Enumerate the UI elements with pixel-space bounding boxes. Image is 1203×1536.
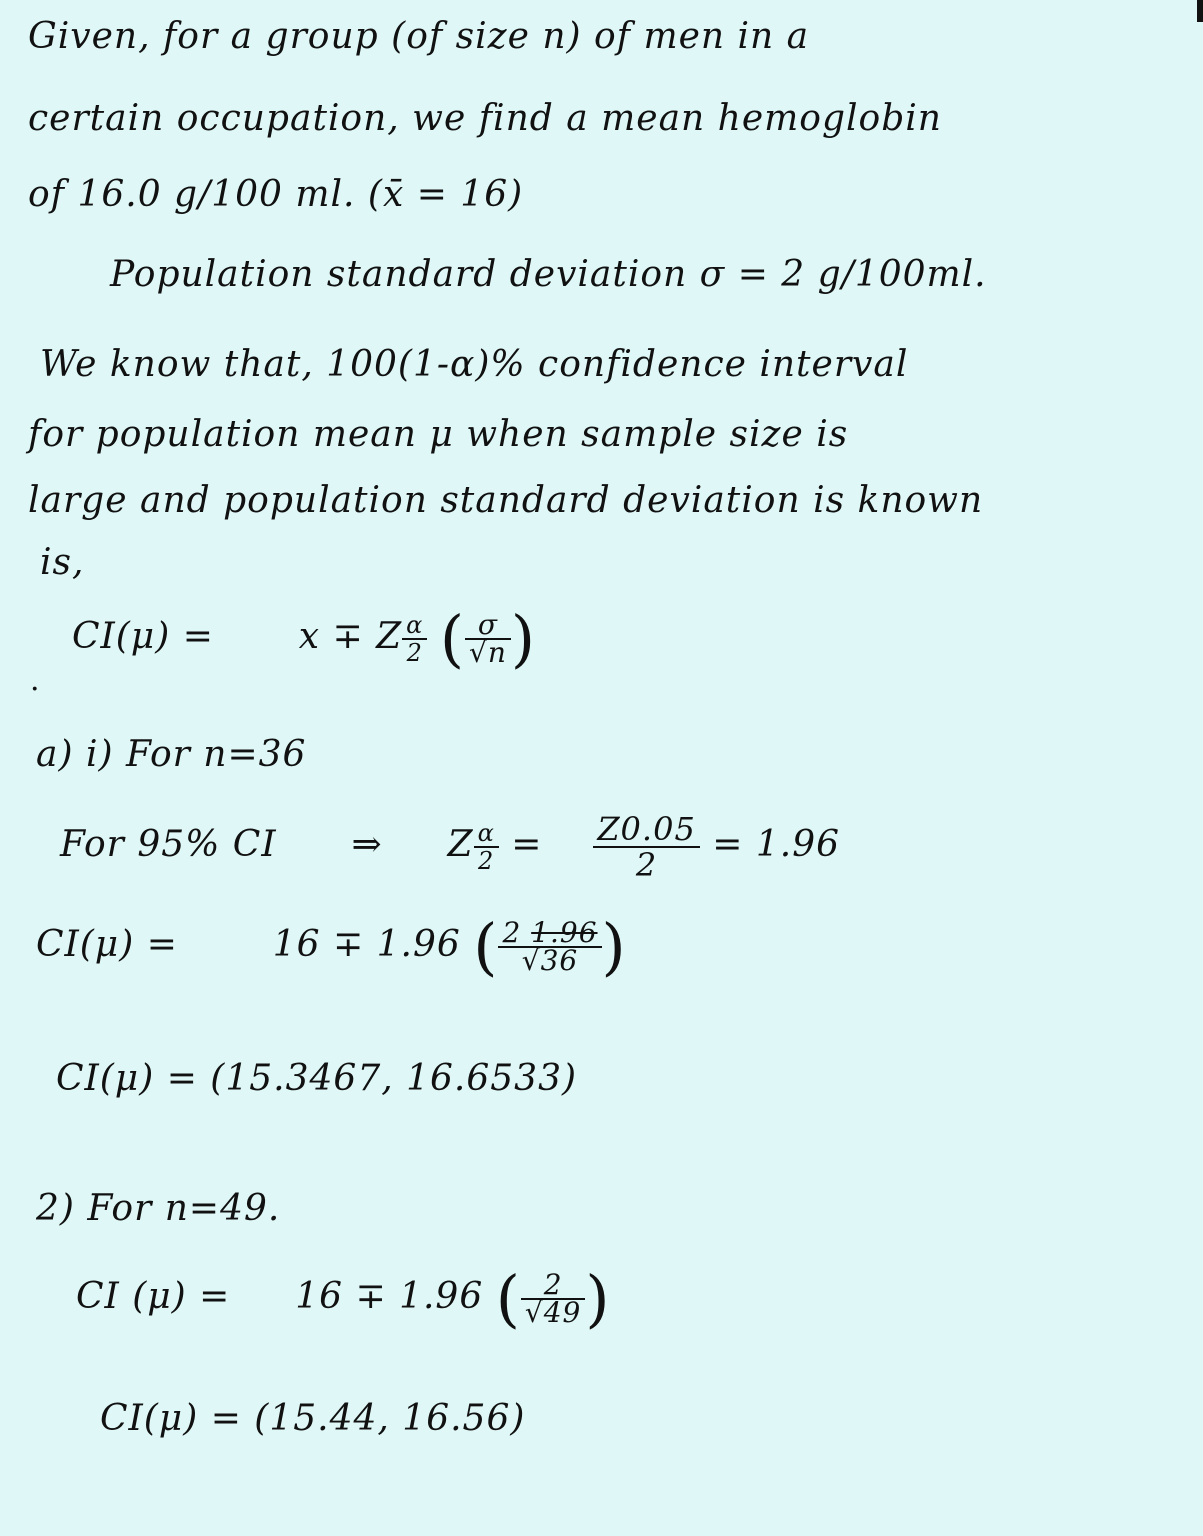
z-alpha-over-2: $\frac{\alpha}{2}$ [474,820,499,874]
stray-dot: · [30,672,40,707]
part-a-heading: a) i) For n=36 [36,734,307,775]
formula-mid: x ∓ Z [298,616,403,657]
sigma-over-root-n: $\frac{\sigma}{√n}$ [465,612,511,666]
theory-line-2: for population mean μ when sample size is [28,414,849,455]
theory-line-1: We know that, 100(1-α)% confidence interval [40,344,909,385]
ci-a-fraction: $\frac{2 1.96}{√36}$ [498,920,601,974]
z-result: = 1.96 [712,824,841,865]
z-value-line: For 95% CI ⇒ Z $\frac{\alpha}{2}$ = $\frac{Z0.05}{2}$ = 1.96 [60,810,841,884]
given-line-3: of 16.0 g/100 ml. (x̄ = 16) [28,174,524,215]
ci-b-result: CI(μ) = (15.44, 16.56) [100,1398,526,1439]
edge-mark [1197,0,1203,22]
ci-b-expression: CI (μ) = 16 ∓ 1.96 ( $\frac{2}{√49}$ ) [76,1262,611,1335]
z-subscript: $\frac{\alpha}{2}$ [402,612,427,666]
z-0.05-over-2: $\frac{Z0.05}{2}$ [593,812,699,882]
ci-b-fraction: $\frac{2}{√49}$ [521,1272,585,1326]
ci-b-expr: 16 ∓ 1.96 [295,1276,484,1317]
given-line-1: Given, for a group (of size n) of men in a [28,16,810,57]
given-line-2: certain occupation, we find a mean hemoglobin [28,98,942,139]
formula-lhs: CI(μ) = [72,616,214,657]
ci-b-lhs: CI (μ) = [76,1276,231,1317]
theory-line-4: is, [40,542,85,583]
ci-a-result: CI(μ) = (15.3467, 16.6533) [56,1058,578,1099]
ci-a-lhs: CI(μ) = [36,924,178,965]
arrow: ⇒ [351,824,383,865]
z-symbol: Z [447,824,474,865]
ci-formula: CI(μ) = x ∓ Z $\frac{\alpha}{2}$ ( $\frac{\sigma}{√n}$ ) [72,602,537,675]
ci-a-expression: CI(μ) = 16 ∓ 1.96 ( $\frac{2 1.96}{√36}$ ) [36,910,627,983]
part-b-heading: 2) For n=49. [36,1188,281,1229]
given-line-4: Population standard deviation σ = 2 g/100ml. [110,254,987,295]
theory-line-3: large and population standard deviation is known [28,480,984,521]
z-label: For 95% CI [60,824,277,865]
ci-a-expr: 16 ∓ 1.96 [272,924,461,965]
